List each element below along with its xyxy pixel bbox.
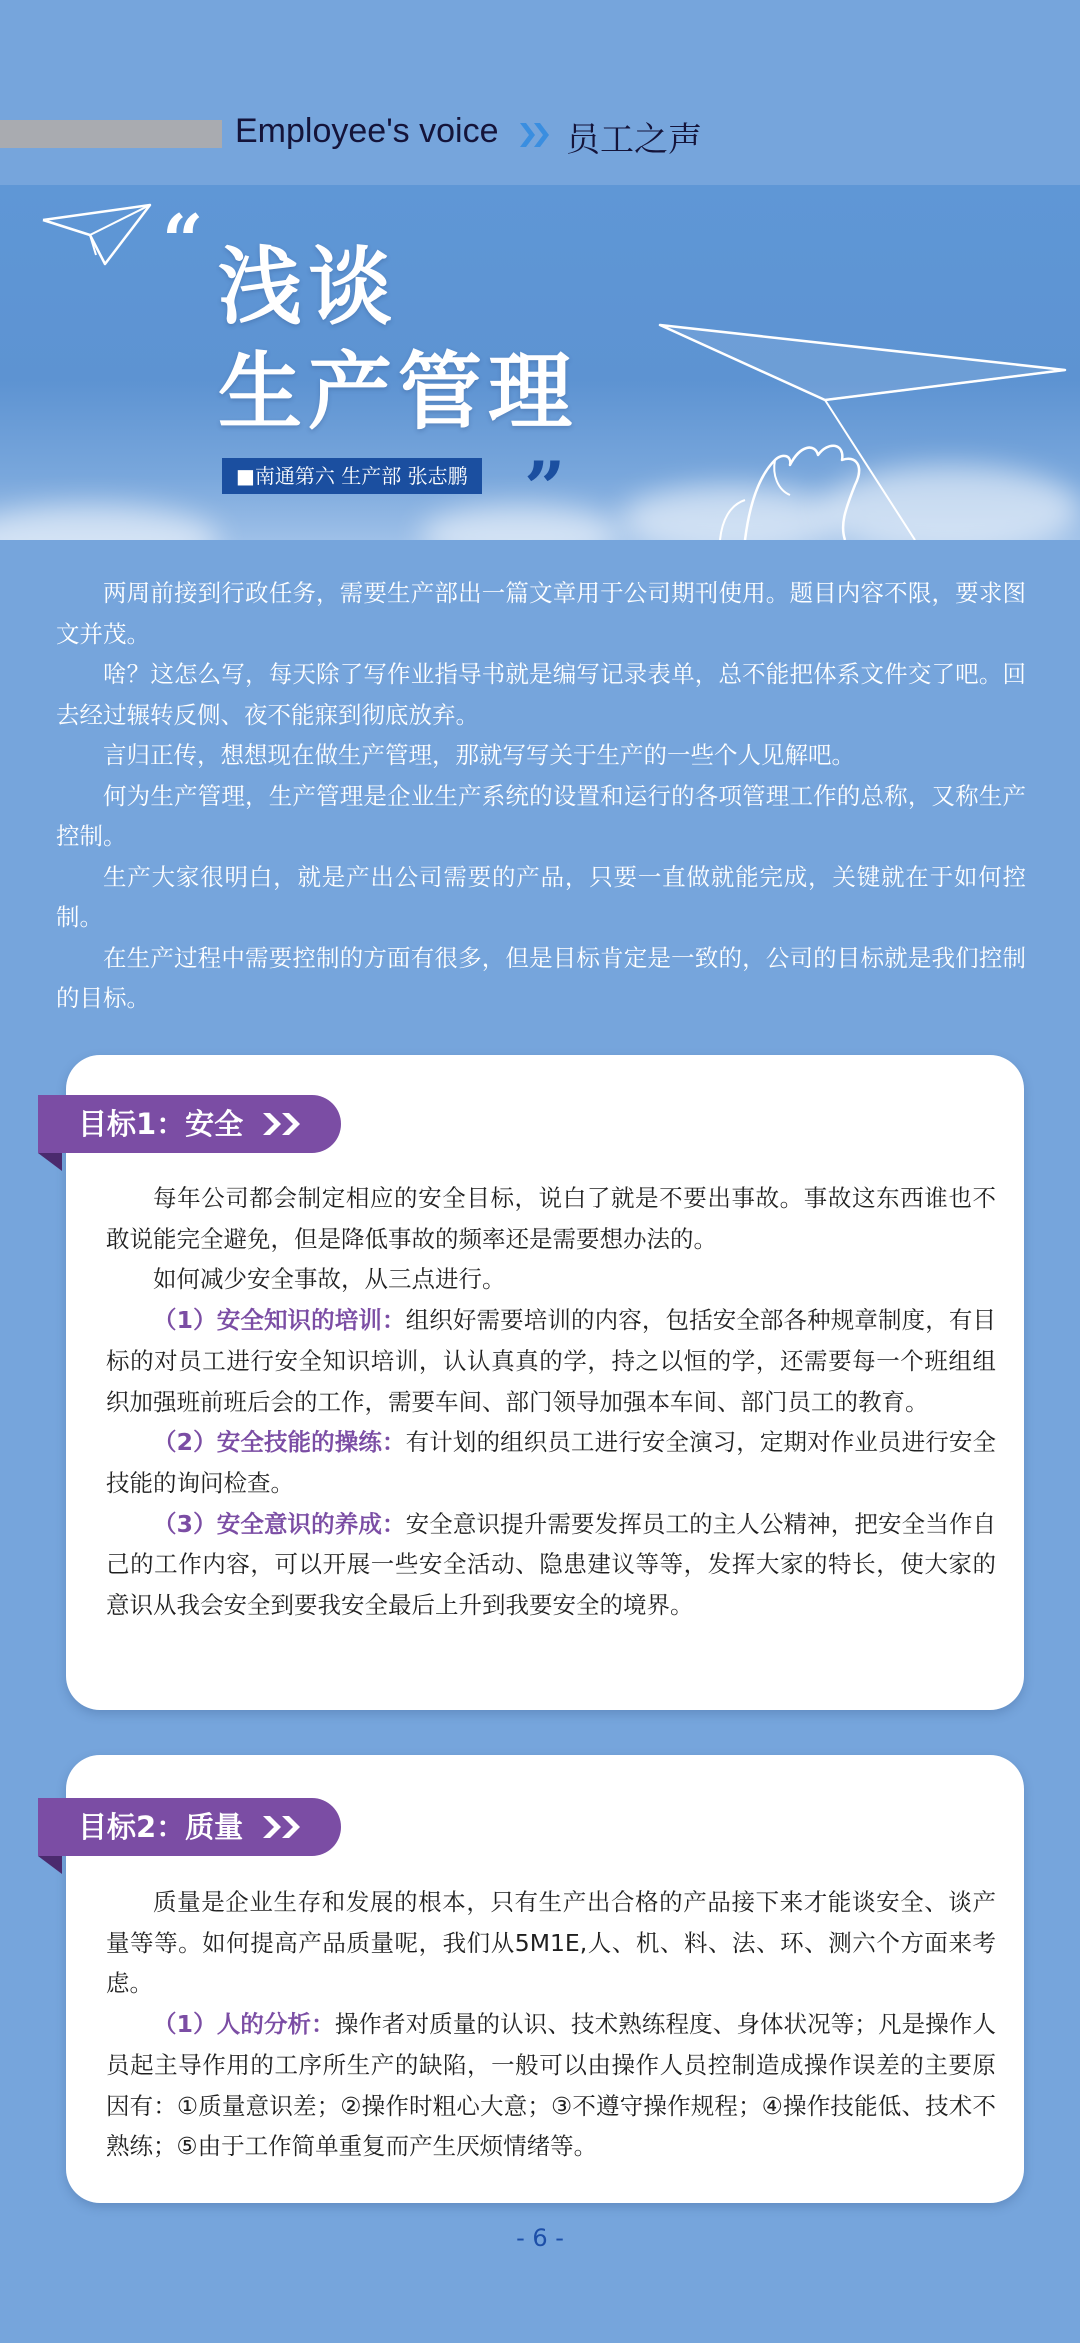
goal2-title: 目标2：质量 [78,1810,244,1844]
goal1-paragraph: 每年公司都会制定相应的安全目标，说白了就是不要出事故。事故这东西谁也不敢说能完全避免，但是降低事故的频率还是需要想办法的。 [106,1184,996,1253]
goal1-item3-body: 安全意识提升需要发挥员工的主人公精神，把安全当作自己的工作内容，可以开展一些安全活动、隐患建议等等，发挥大家的特长，使大家的意识从我会安全到要我安全最后上升到我要安全的境界。 [106,1509,996,1620]
section-title-en: Employee's voice [235,112,499,150]
goal1-item2-heading: （2）安全技能的操练： [153,1428,406,1457]
article-title-line2: 生产管理 [218,343,579,441]
article-title-line1: 浅谈 [218,238,399,336]
goal1-item2-body: 有计划的组织员工进行安全演习，定期对作业员进行安全技能的询问检查。 [106,1428,996,1497]
intro-paragraph: 啥？这怎么写，每天除了写作业指导书就是编写记录表单，总不能把体系文件交了吧。回去经过辗转反侧、夜不能寐到彻底放弃。 [56,660,1026,729]
goal2-paragraph: 质量是企业生存和发展的根本，只有生产出合格的产品接下来才能谈安全、谈产量等等。如何提高产品质量呢，我们从5M1E,人、机、料、法、环、测六个方面来考虑。 [106,1888,996,1998]
double-chevron-icon [261,1111,307,1137]
section-title-cn: 员工之声 [566,120,702,160]
goal1-body [106,1178,996,1626]
double-chevron-icon [520,119,556,151]
goal1-item [106,1504,996,1626]
goal2-body [106,1882,996,2167]
goal1-item [106,1300,996,1422]
goal1-item [106,1422,996,1503]
intro-paragraph: 何为生产管理，生产管理是企业生产系统的设置和运行的各项管理工作的总称，又称生产控制。 [56,781,1026,850]
goal2-item [106,2004,996,2167]
intro-paragraph: 两周前接到行政任务，需要生产部出一篇文章用于公司期刊使用。题目内容不限，要求图文并茂。 [56,579,1026,648]
author-tag: ■南通第六 生产部 张志鹏 [222,458,482,494]
intro-paragraph: 生产大家很明白，就是产出公司需要的产品，只要一直做就能完成，关键就在于如何控制。 [56,862,1026,931]
goal1-ribbon [38,1095,341,1153]
double-chevron-icon [261,1814,307,1840]
hand-paper-plane-icon [650,315,1080,540]
goal2-item1-body: 操作者对质量的认识、技术熟练程度、身体状况等；凡是操作人员起主导作用的工序所生产的缺陷，一般可以由操作人员控制造成操作误差的主要原因有：①质量意识差；②操作时粗心大意；③不遵守操作规程；④操作技能低、技术不熟练；⑤由于工作简单重复而产生厌烦情绪等。 [106,2010,997,2161]
intro-text [56,573,1026,1019]
goal1-ribbon-fold [38,1153,62,1171]
goal1-item3-heading: （3）安全意识的养成： [153,1509,406,1538]
paper-plane-icon [40,200,155,270]
intro-paragraph: 言归正传，想想现在做生产管理，那就写写关于生产的一些个人见解吧。 [103,741,855,769]
intro-paragraph: 在生产过程中需要控制的方面有很多，但是目标肯定是一致的，公司的目标就是我们控制的目标。 [56,943,1026,1012]
quote-close-mark: ” [524,445,566,530]
goal2-ribbon-fold [38,1856,62,1874]
goal2-item1-heading: （1）人的分析： [153,2010,335,2039]
goal1-item1-body: 组织好需要培训的内容，包括安全部各种规章制度，有目标的对员工进行安全知识培训，认认真真的学，持之以恒的学，还需要每一个班组组织加强班前班后会的工作，需要车间、部门领导加强本车间、部门员工的教育。 [106,1306,996,1416]
goal2-ribbon [38,1798,341,1856]
page-number: - 6 - [516,2224,564,2252]
quote-open-mark: “ [162,198,204,283]
header-gray-bar [0,120,222,148]
goal1-paragraph: 如何减少安全事故，从三点进行。 [153,1265,506,1294]
goal1-item1-heading: （1）安全知识的培训： [153,1306,406,1335]
goal1-title: 目标1：安全 [78,1107,244,1141]
